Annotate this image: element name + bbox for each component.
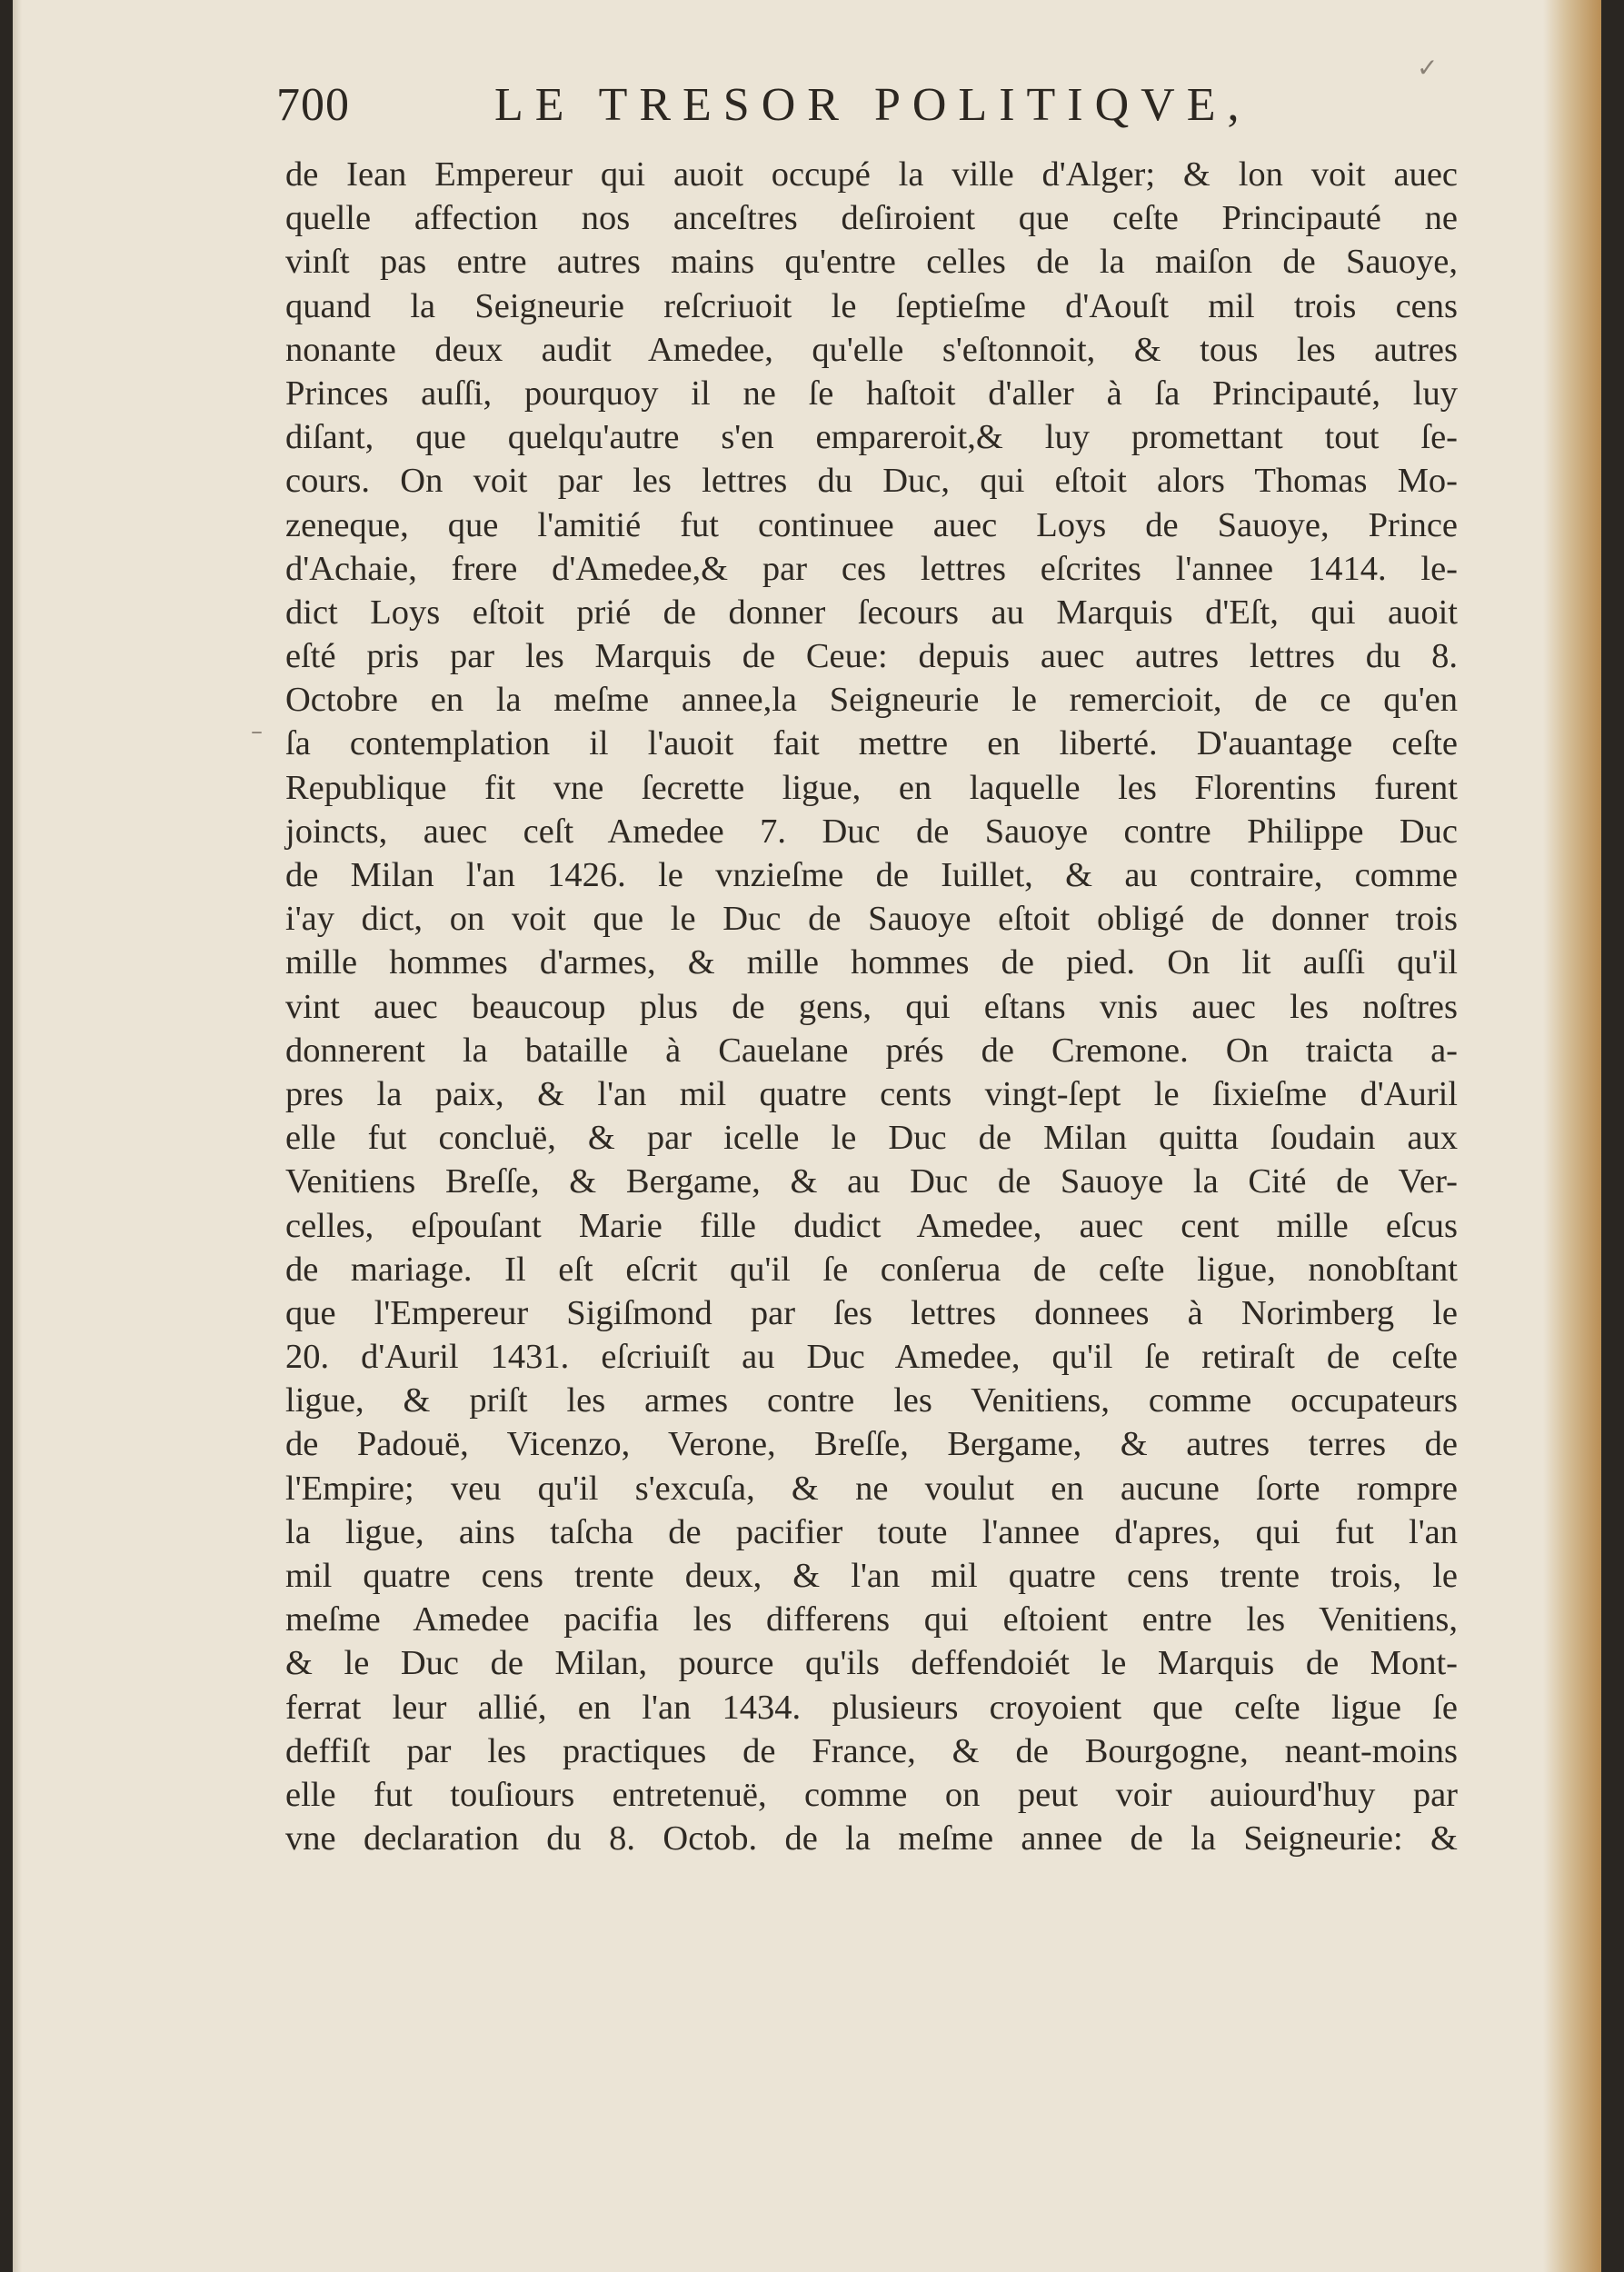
text-line: dict Loys eſtoit prié de donner ſecours au Marquis d'Eſt, qui auoit [285,593,1458,632]
text-line: ferrat leur allié, en l'an 1434. plusieurs croyoient que ceſte ligue ſe [285,1688,1458,1727]
text-line: joincts, auec ceſt Amedee 7. Duc de Sauoye contre Philippe Duc [285,812,1458,851]
text-line: de Iean Empereur qui auoit occupé la ville d'Alger; & lon voit auec [285,155,1458,194]
text-line: 20. d'Auril 1431. eſcriuiſt au Duc Amedee, qu'il ſe retiraſt de ceſte [285,1338,1458,1377]
text-line: meſme Amedee pacifia les differens qui eſtoient entre les Venitiens, [285,1600,1458,1639]
text-line: nonante deux audit Amedee, qu'elle s'eſtonnoit, & tous les autres [285,330,1458,369]
page-gutter-shadow [13,0,22,2272]
running-title: LE TRESOR POLITIQVE, [494,79,1251,131]
page-number: 700 [276,79,350,131]
text-line: & le Duc de Milan, pource qu'ils deffendoiét le Marquis de Mont- [285,1644,1458,1683]
text-line: diſant, que quelqu'autre s'en empareroit,& luy promettant tout ſe- [285,418,1458,457]
margin-dash-mark: – [251,718,263,745]
text-line: de mariage. Il eſt eſcrit qu'il ſe conſerua de ceſte ligue, nonobſtant [285,1250,1458,1289]
text-line: mille hommes d'armes, & mille hommes de pied. On lit auſſi qu'il [285,943,1458,982]
text-line: que l'Empereur Sigiſmond par ſes lettres donnees à Norimberg le [285,1293,1458,1332]
text-line: elle fut concluë, & par icelle le Duc de Milan quitta ſoudain aux [285,1119,1458,1158]
text-line: de Milan l'an 1426. le vnzieſme de Iuillet, & au contraire, comme [285,856,1458,894]
text-line: vinſt pas entre autres mains qu'entre celles de la maiſon de Sauoye, [285,243,1458,282]
text-line: mil quatre cens trente deux, & l'an mil quatre cens trente trois, le [285,1557,1458,1595]
book-page [13,0,1601,2272]
text-line: la ligue, ains taſcha de pacifier toute l'annee d'apres, qui fut l'an [285,1512,1458,1551]
text-line: vne declaration du 8. Octob. de la meſme annee de la Seigneurie: & [285,1819,1458,1858]
text-line: Octobre en la meſme annee,la Seigneurie le remercioit, de ce qu'en [285,681,1458,720]
text-line: vint auec beaucoup plus de gens, qui eſtans vnis auec les noſtres [285,987,1458,1026]
text-line: l'Empire; veu qu'il s'excuſa, & ne voulut en aucune ſorte rompre [285,1469,1458,1508]
text-line: Venitiens Breſſe, & Bergame, & au Duc de Sauoye la Cité de Ver- [285,1162,1458,1201]
text-line: eſté pris par les Marquis de Ceue: depuis auec autres lettres du 8. [285,637,1458,676]
text-line: d'Achaie, frere d'Amedee,& par ces lettres eſcrites l'annee 1414. le- [285,549,1458,588]
text-line: ligue, & priſt les armes contre les Venitiens, comme occupateurs [285,1381,1458,1420]
text-line: quelle affection nos anceſtres deſiroient que ceſte Principauté ne [285,199,1458,238]
text-line: quand la Seigneurie reſcriuoit le ſeptieſme d'Aouſt mil trois cens [285,286,1458,325]
corner-tick-mark: ✓ [1417,53,1439,83]
body-text [285,153,1458,1860]
text-line: deffiſt par les practiques de France, & de Bourgogne, neant-moins [285,1731,1458,1770]
text-line: pres la paix, & l'an mil quatre cents vingt-ſept le ſixieſme d'Auril [285,1074,1458,1113]
text-line: elle fut touſiours entretenuë, comme on peut voir auiourd'huy par [285,1775,1458,1814]
page-edge-stain [1543,0,1601,2272]
text-line: zeneque, que l'amitié fut continuee auec Loys de Sauoye, Prince [285,505,1458,544]
running-head [276,78,1467,151]
text-line: celles, eſpouſant Marie fille dudict Amedee, auec cent mille eſcus [285,1206,1458,1245]
text-line: donnerent la bataille à Cauelane prés de Cremone. On traicta a- [285,1031,1458,1070]
text-line: Republique fit vne ſecrette ligue, en laquelle les Florentins furent [285,768,1458,807]
text-line: Princes auſſi, pourquoy il ne ſe haſtoit d'aller à ſa Principauté, luy [285,374,1458,413]
text-line: ſa contemplation il l'auoit fait mettre en liberté. D'auantage ceſte [285,724,1458,763]
text-line: de Padouë, Vicenzo, Verone, Breſſe, Bergame, & autres terres de [285,1425,1458,1464]
text-line: cours. On voit par les lettres du Duc, qui eſtoit alors Thomas Mo- [285,462,1458,501]
text-line: i'ay dict, on voit que le Duc de Sauoye eſtoit obligé de donner trois [285,900,1458,939]
